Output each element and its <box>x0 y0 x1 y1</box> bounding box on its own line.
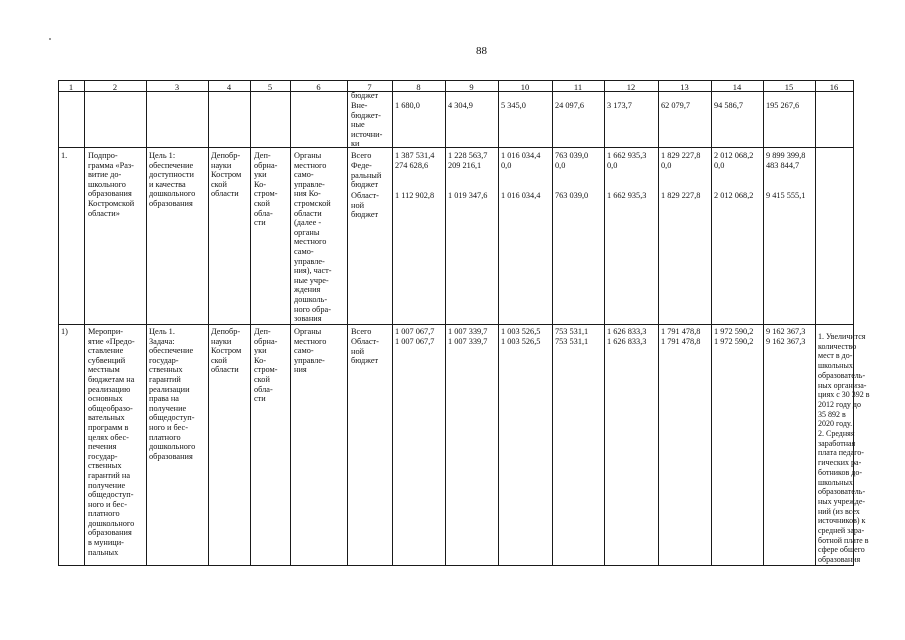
row2-total-2014: 1 007 339,7 <box>448 327 488 336</box>
col-header-10: 10 <box>520 82 530 92</box>
row2-finance-body: Деп- обрна- уки Ко- стром- ской обла- сти <box>254 327 278 404</box>
row2-expected-result: 1. Увеличится количество мест в до- школьных образователь- ных организа- циях с 30 392 в 2012 году до 35 892 в 2020 году. 2. Средняя заработная плата педаго- гических ра- ботников до- школьных образователь- ных учрежде- ний (из всех источников) к средней зара- ботной плате в сфере общего образования <box>818 332 870 565</box>
row1-regional-2018: 1 829 227,8 <box>661 191 701 200</box>
row2-src-regional: Област- ной бюджет <box>351 337 379 366</box>
row2-regional-2019: 1 972 590,2 <box>714 337 754 346</box>
row2-total-sum: 9 162 367,3 <box>766 327 806 336</box>
col-header-16: 16 <box>829 82 839 92</box>
col-header-1: 1 <box>68 82 74 92</box>
carryover-value-2013: 1 680,0 <box>395 101 420 110</box>
row2-coexecutors: Органы местного само- управле- ния <box>294 327 327 375</box>
row2-regional-2018: 1 791 478,8 <box>661 337 701 346</box>
row1-federal-2017: 0,0 <box>607 161 618 170</box>
col-header-12: 12 <box>626 82 636 92</box>
row2-total-2013: 1 007 067,7 <box>395 327 435 336</box>
row1-federal-sum: 483 844,7 <box>766 161 800 170</box>
row1-name: Подпро- грамма «Раз- витие до- школьного образования Костромской области» <box>88 151 135 218</box>
row2-name: Меропри- ятие «Предо- ставление субвенций местным бюджетам на реализацию основных общеобразо- вательных программ в целях обес- печения государ- ственных гарантий на получение общедоступ- ного и бес- платного дошкольного образования в муници- пальных <box>88 327 135 557</box>
row1-total-2018: 1 829 227,8 <box>661 151 701 160</box>
row2-total-2015: 1 003 526,5 <box>501 327 541 336</box>
row1-regional-sum: 9 415 555,1 <box>766 191 806 200</box>
row2-regional-2017: 1 626 833,3 <box>607 337 647 346</box>
row2-total-2018: 1 791 478,8 <box>661 327 701 336</box>
col-header-8: 8 <box>416 82 421 92</box>
row2-regional-sum: 9 162 367,3 <box>766 337 806 346</box>
carryover-value-2016: 24 097,6 <box>555 101 585 110</box>
col-header-6: 6 <box>316 82 321 92</box>
row2-regional-2013: 1 007 067,7 <box>395 337 435 346</box>
row2-regional-2015: 1 003 526,5 <box>501 337 541 346</box>
row1-src-federal: Феде- ральный бюджет <box>351 161 382 190</box>
col-header-15: 15 <box>784 82 794 92</box>
col-header-7: 7 <box>367 82 372 92</box>
row2-regional-2014: 1 007 339,7 <box>448 337 488 346</box>
carryover-value-2015: 5 345,0 <box>501 101 526 110</box>
carryover-value-2017: 3 173,7 <box>607 101 632 110</box>
row1-total-2014: 1 228 563,7 <box>448 151 488 160</box>
row1-src-total: Всего <box>351 151 372 160</box>
scan-speck <box>49 38 51 40</box>
row2-executor: Депобр- науки Костром ской области <box>211 327 242 375</box>
row2-total-2016: 753 531,1 <box>555 327 589 336</box>
row1-total-sum: 9 899 399,8 <box>766 151 806 160</box>
col-header-2: 2 <box>112 82 118 92</box>
carryover-source-top: бюджет <box>351 91 379 100</box>
row2-total-2017: 1 626 833,3 <box>607 327 647 336</box>
row2-regional-2016: 753 531,1 <box>555 337 589 346</box>
row1-federal-2013: 274 628,6 <box>395 161 429 170</box>
row1-federal-2019: 0,0 <box>714 161 725 170</box>
col-header-3: 3 <box>174 82 180 92</box>
row1-regional-2014: 1 019 347,6 <box>448 191 488 200</box>
row2-goal: Цель 1. Задача: обеспечение государ- ственных гарантий реализации права на получение общедоступ- ного и бес- платного дошкольного образования <box>149 327 196 461</box>
row2-src-total: Всего <box>351 327 372 336</box>
carryover-value-total: 195 267,6 <box>766 101 800 110</box>
carryover-value-2019: 94 586,7 <box>714 101 744 110</box>
col-header-5: 5 <box>267 82 273 92</box>
row1-executor: Депобр- науки Костром ской области <box>211 151 242 199</box>
col-header-11: 11 <box>573 82 583 92</box>
carryover-source: Вне- бюджет- ные источни- ки <box>351 101 383 149</box>
row1-total-2013: 1 387 531,4 <box>395 151 435 160</box>
carryover-value-2014: 4 304,9 <box>448 101 473 110</box>
col-header-13: 13 <box>680 82 689 92</box>
row1-goal: Цель 1: обеспечение доступности и качества дошкольного образования <box>149 151 196 208</box>
col-header-14: 14 <box>732 82 742 92</box>
row1-regional-2019: 2 012 068,2 <box>714 191 754 200</box>
row1-federal-2015: 0,0 <box>501 161 512 170</box>
row1-number: 1. <box>61 151 68 160</box>
row1-total-2016: 763 039,0 <box>555 151 589 160</box>
row1-finance-body: Деп- обрна- уки Ко- стром- ской обла- сти <box>254 151 278 228</box>
row1-coexecutors: Органы местного само- управле- ния Ко- стромской области (далее - органы местного само- управле- ния), част- ные учре- ждения дошколь- ного обра- зования <box>294 151 332 324</box>
row1-src-regional: Област- ной бюджет <box>351 191 379 220</box>
col-header-4: 4 <box>226 82 232 92</box>
row1-federal-2016: 0,0 <box>555 161 566 170</box>
row1-regional-2015: 1 016 034,4 <box>501 191 541 200</box>
col-header-9: 9 <box>469 82 474 92</box>
row1-regional-2016: 763 039,0 <box>555 191 589 200</box>
row1-federal-2018: 0,0 <box>661 161 672 170</box>
row1-total-2015: 1 016 034,4 <box>501 151 541 160</box>
row1-regional-2017: 1 662 935,3 <box>607 191 647 200</box>
row1-total-2019: 2 012 068,2 <box>714 151 754 160</box>
row2-total-2019: 1 972 590,2 <box>714 327 754 336</box>
row1-total-2017: 1 662 935,3 <box>607 151 647 160</box>
row2-number: 1) <box>61 327 68 336</box>
carryover-value-2018: 62 079,7 <box>661 101 691 110</box>
row1-regional-2013: 1 112 902,8 <box>395 191 435 200</box>
page-number: 88 <box>476 45 487 57</box>
row1-federal-2014: 209 216,1 <box>448 161 482 170</box>
